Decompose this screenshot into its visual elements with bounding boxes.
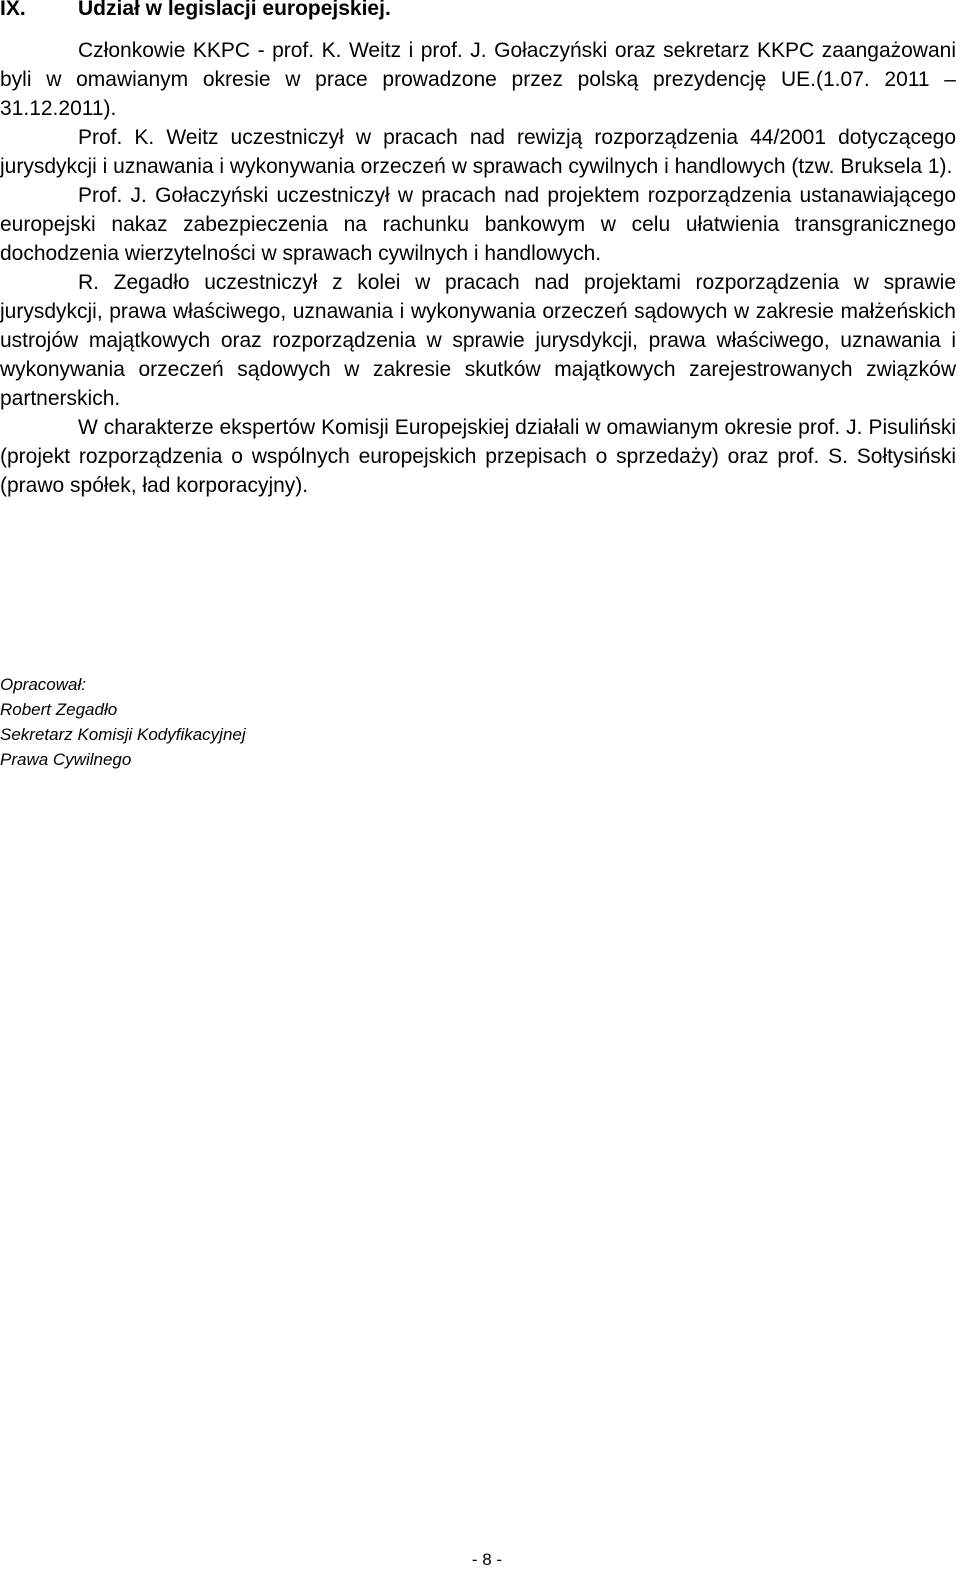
signature-label: Opracował: bbox=[0, 675, 86, 694]
signature-name: Robert Zegadło bbox=[0, 700, 118, 719]
paragraph-zegadlo: R. Zegadło uczestniczył z kolei w pracach nad projektami rozporządzenia w sprawie jurysdykcji, prawa właściwego, uznawania i wykonywania orzeczeń sądowych w zakresie małżeńskich ustrojów majątkowych oraz rozporządzenia w sprawie jurysdykcji, prawa właściwego, uznawania i wykonywania orzeczeń sądowych w zakresie skutków majątkowych zarejestrowanych związków partnerskich. bbox=[0, 271, 956, 410]
paragraph-presidency: Członkowie KKPC - prof. K. Weitz i prof. J. Gołaczyński oraz sekretarz KKPC zaangażowani byli w omawianym okresie w prace prowadzone przez polską prezydencję UE.(1.07. 2011 – 31.12.2011). bbox=[0, 39, 956, 120]
body-text bbox=[0, 36, 956, 500]
signature-role-line-2: Prawa Cywilnego bbox=[0, 750, 132, 769]
section-heading bbox=[0, 0, 960, 23]
paragraph-weitz: Prof. K. Weitz uczestniczył w pracach nad rewizją rozporządzenia 44/2001 dotyczącego jurysdykcji i uznawania i wykonywania orzeczeń w sprawach cywilnych i handlowych (tzw. Bruksela 1). bbox=[0, 126, 956, 178]
signature-role-line-1: Sekretarz Komisji Kodyfikacyjnej bbox=[0, 725, 246, 744]
section-number: IX. bbox=[0, 0, 26, 20]
signature-block bbox=[0, 672, 246, 772]
paragraph-experts: W charakterze ekspertów Komisji Europejskiej działali w omawianym okresie prof. J. Pisuliński (projekt rozporządzenia o wspólnych europejskich przepisach o sprzedaży) oraz prof. S. Sołtysiński (prawo spółek, ład korporacyjny). bbox=[0, 416, 956, 497]
paragraph-golaczynski: Prof. J. Gołaczyński uczestniczył w pracach nad projektem rozporządzenia ustanawiającego europejski nakaz zabezpieczenia na rachunku bankowym w celu ułatwienia transgranicznego dochodzenia wierzytelności w sprawach cywilnych i handlowych. bbox=[0, 184, 956, 265]
page-number: - 8 - bbox=[471, 1550, 503, 1569]
section-title: Udział w legislacji europejskiej. bbox=[78, 0, 391, 20]
